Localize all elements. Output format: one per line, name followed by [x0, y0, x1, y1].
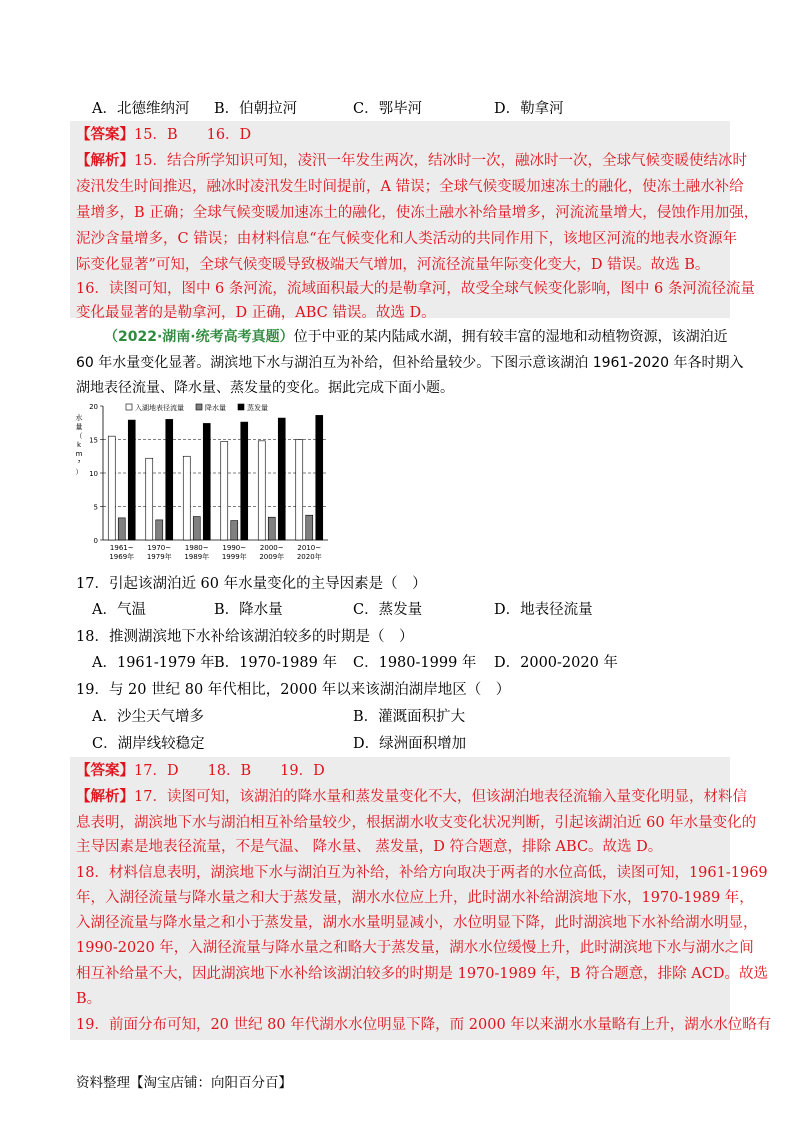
- y-tick-label: 20: [89, 403, 98, 411]
- y-axis-label-char: （: [75, 432, 83, 440]
- x-tick-label: 1969年: [109, 553, 135, 561]
- analysis-line: 1990-2020 年，入湖径流量与降水量之和略大于蒸发量，湖水水位缓慢上升，此时湖滨地下水与湖水之间: [76, 940, 754, 956]
- q17-option-b: B．降水量: [214, 602, 283, 618]
- analysis-line: 泥沙含量增多，C 错误；由材料信息“在气候变化和人类活动的共同作用下，该地区河流的地表水资源年: [76, 231, 738, 247]
- bar-precipitation: [156, 520, 163, 540]
- bar-evaporation: [316, 415, 323, 540]
- legend-swatch: [238, 404, 244, 410]
- footer-source: 资料整理【淘宝店铺：向阳百分百】: [76, 1075, 292, 1091]
- material-text: 位于中亚的某内陆咸水湖，拥有较丰富的湿地和动植物资源，该湖泊近: [293, 329, 728, 345]
- y-tick-label: 0: [93, 537, 98, 545]
- bar-chart: [70, 398, 340, 563]
- x-tick-label: 1970~: [147, 544, 172, 552]
- analysis-line: 凌汛发生时间推迟，融冰时凌汛发生时间提前，A 错误；全球气候变暖加速冻土的融化，使冻土融水补给: [76, 179, 744, 195]
- analysis-line: 16．读图可知，图中 6 条河流，流域面积最大的是勒拿河，故受全球气候变化影响，图中 6 条河流径流量: [76, 281, 755, 297]
- analysis-line: [76, 785, 747, 806]
- bar-runoff: [146, 458, 153, 540]
- q17-option-d: D．地表径流量: [494, 602, 593, 618]
- answer-line-2: [76, 759, 325, 780]
- y-tick-label: 5: [93, 503, 98, 512]
- x-tick-label: 1979年: [146, 553, 172, 561]
- bar-runoff: [221, 442, 228, 540]
- q19-option-c: C．湖岸线较稳定: [92, 736, 205, 752]
- x-tick-label: 1980~: [184, 544, 209, 552]
- bar-precipitation: [118, 518, 125, 540]
- answer-tag: 【答案】: [76, 762, 134, 779]
- q17-option-c: C．蒸发量: [353, 602, 423, 618]
- answer-line-1: [76, 123, 251, 144]
- bar-evaporation: [241, 422, 248, 540]
- legend-swatch: [196, 404, 202, 410]
- analysis-line: 相互补给量不大，因此湖滨地下水补给该湖泊较多的时期是 1970-1989 年，B 符合题意，排除 ACD。故选: [76, 966, 768, 982]
- x-tick-label: 2010~: [297, 544, 322, 552]
- x-tick-label: 1989年: [184, 553, 210, 561]
- q16-option-d: D．勒拿河: [494, 101, 564, 117]
- bar-evaporation: [128, 420, 135, 540]
- y-axis-label-char: ）: [75, 468, 83, 476]
- analysis-line: B。: [76, 991, 102, 1007]
- q19-option-d: D．绿洲面积增加: [353, 736, 467, 752]
- bar-precipitation: [306, 515, 313, 540]
- answer-tag: 【答案】: [76, 126, 134, 143]
- q18-option-a: A．1961-1979 年: [92, 655, 215, 671]
- q17-option-a: A．气温: [92, 602, 146, 618]
- x-tick-label: 2009年: [259, 553, 285, 561]
- q19-option-b: B．灌溉面积扩大: [353, 709, 466, 725]
- bar-precipitation: [193, 517, 200, 540]
- x-tick-label: 2020年: [296, 553, 322, 561]
- x-tick-label: 1999年: [221, 553, 247, 561]
- analysis-tag: 【解析】: [76, 152, 134, 169]
- bar-evaporation: [278, 418, 285, 540]
- x-tick-label: 1961~: [109, 544, 134, 552]
- legend-label: 入湖地表径流量: [135, 404, 184, 412]
- y-axis-label-char: ³: [77, 459, 81, 467]
- question-17-stem: 17．引起该湖泊近 60 年水量变化的主导因素是（ ）: [76, 576, 427, 592]
- analysis-line: 息表明，湖滨地下水与湖泊相互补给量较少，根据湖水收支变化状况判断，引起该湖泊近 60 年水量变化的: [76, 815, 757, 831]
- analysis-line: 年，入湖径流量与降水量之和大于蒸发量，湖水水位应上升，此时湖水补给湖滨地下水，1970-1989 年，: [76, 890, 754, 906]
- analysis-line: 际变化显著”可知，全球气候变暖导致极端天气增加，河流径流量年际变化变大，D 错误。故选 B。: [76, 257, 710, 273]
- analysis-line: 19．前面分布可知，20 世纪 80 年代湖水水位明显下降，而 2000 年以来湖水水量略有上升，湖水水位略有: [76, 1017, 772, 1033]
- analysis-tag: 【解析】: [76, 788, 134, 805]
- bar-precipitation: [231, 521, 238, 540]
- bar-runoff: [296, 440, 303, 541]
- question-19-stem: 19．与 20 世纪 80 年代相比，2000 年以来该湖泊湖岸地区（ ）: [76, 682, 511, 698]
- bar-runoff: [108, 436, 115, 540]
- analysis-line: 入湖径流量与降水量之和小于蒸发量，湖水水量明显减小，水位明显下降，此时湖滨地下水补给湖水明显，: [76, 915, 758, 931]
- answer-text: 17．D 18．B 19．D: [134, 763, 325, 779]
- q16-option-b: B．伯朝拉河: [214, 101, 298, 117]
- x-tick-label: 1990~: [222, 544, 247, 552]
- q19-option-a: A．沙尘天气增多: [92, 709, 204, 725]
- y-axis-label-char: m: [75, 450, 83, 458]
- analysis-line: [76, 149, 747, 170]
- bar-precipitation: [268, 517, 275, 540]
- analysis-line: 18．材料信息表明，湖滨地下水与湖泊互为补给，补给方向取决于两者的水位高低，读图可知，1961-1969: [76, 865, 768, 881]
- answer-text: 15．B 16．D: [134, 127, 252, 143]
- y-tick-label: 15: [89, 436, 98, 445]
- y-tick-label: 10: [89, 470, 98, 478]
- q18-option-c: C．1980-1999 年: [353, 655, 477, 671]
- source-tag: （2022·湖南·统考高考真题）: [104, 329, 294, 345]
- q16-option-a: A．北德维纳河: [92, 101, 190, 117]
- y-axis-label-char: 水: [75, 414, 83, 422]
- material-line: 湖地表径流量、降水量、蒸发量的变化。据此完成下面小题。: [76, 380, 454, 396]
- legend-swatch: [126, 404, 132, 410]
- legend-label: 降水量: [205, 404, 226, 412]
- y-axis-label-char: k: [76, 441, 82, 449]
- analysis-text: 17．读图可知，该湖泊的降水量和蒸发量变化不大，但该湖泊地表径流输入量变化明显，材料信: [134, 789, 747, 805]
- analysis-line: 量增多，B 正确；全球气候变暖加速冻土的融化，使冻土融水补给量增多，河流流量增大，侵蚀作用加强，: [76, 205, 759, 221]
- q18-option-d: D．2000-2020 年: [494, 655, 618, 671]
- x-tick-label: 2000~: [259, 544, 284, 552]
- question-18-stem: 18．推测湖滨地下水补给该湖泊较多的时期是（ ）: [76, 629, 414, 645]
- analysis-text: 15．结合所学知识可知，凌汛一年发生两次，结冰时一次，融冰时一次，全球气候变暖使结冰时: [134, 153, 747, 169]
- material-line: [104, 326, 728, 346]
- y-axis-label-char: 量: [75, 423, 83, 431]
- analysis-line: 变化最显著的是勒拿河，D 正确，ABC 错误。故选 D。: [76, 305, 436, 321]
- legend-label: 蒸发量: [247, 404, 268, 412]
- bar-runoff: [183, 456, 190, 540]
- q18-option-b: B．1970-1989 年: [214, 655, 337, 671]
- material-line: 60 年水量变化显著。湖滨地下水与湖泊互为补给，但补给量较少。下图示意该湖泊 1961-2020 年各时期入: [76, 355, 744, 371]
- bar-evaporation: [203, 423, 210, 540]
- bar-evaporation: [166, 419, 173, 540]
- q16-option-c: C．鄂毕河: [353, 101, 423, 117]
- bar-runoff: [258, 441, 265, 540]
- analysis-line: 主导因素是地表径流量，不是气温、 降水量、 蒸发量，D 符合题意，排除 ABC。故选 D。: [76, 839, 663, 855]
